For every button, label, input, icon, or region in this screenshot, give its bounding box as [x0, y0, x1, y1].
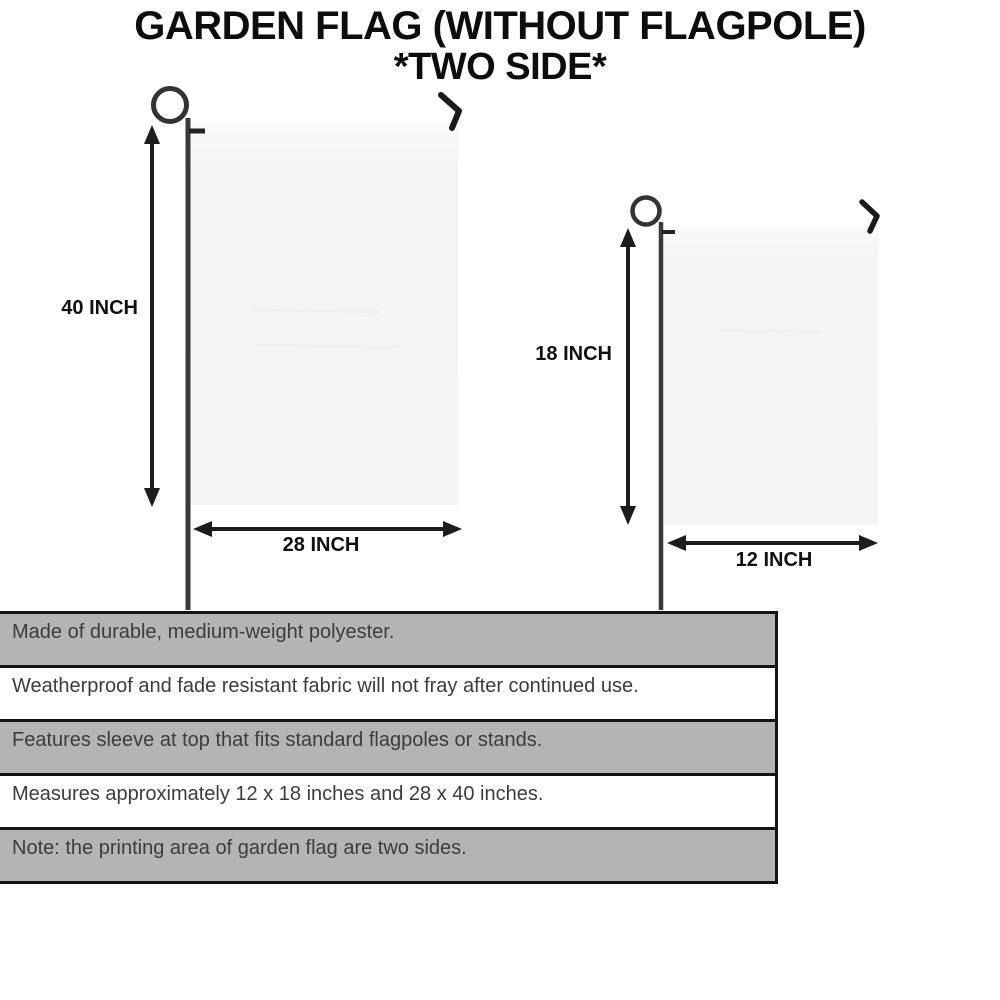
feature-text: Made of durable, medium-weight polyester.: [12, 621, 395, 643]
large-flag-width-label: 28 INCH: [282, 534, 360, 556]
small-flag-pole-loop-icon: [633, 198, 660, 225]
page-title-line2: *TWO SIDE*: [393, 46, 607, 88]
large-flag-height-label: 40 INCH: [61, 297, 138, 319]
small-flag-height-label: 18 INCH: [535, 343, 612, 365]
feature-row: [0, 719, 775, 773]
feature-row: [0, 773, 775, 827]
feature-text: Measures approximately 12 x 18 inches and 28 x 40 inches.: [12, 783, 544, 805]
feature-row: [0, 665, 775, 719]
feature-text: Weatherproof and fade resistant fabric will not fray after continued use.: [12, 675, 639, 697]
feature-text: Note: the printing area of garden flag are two sides.: [12, 837, 467, 859]
large-flag-height-arrow: [144, 125, 160, 507]
small-flag-height-arrow: [620, 228, 636, 525]
large-flag-pole-loop-icon: [154, 89, 187, 122]
feature-text: Features sleeve at top that fits standard flagpoles or stands.: [12, 729, 543, 751]
small-flag-rect: [664, 226, 878, 525]
feature-list: [0, 611, 778, 884]
page-title-line1: GARDEN FLAG (WITHOUT FLAGPOLE): [134, 4, 866, 48]
small-flag-width-label: 12 INCH: [735, 549, 813, 571]
feature-row: [0, 611, 775, 665]
feature-row: [0, 827, 775, 881]
large-flag-rect: [190, 122, 458, 505]
